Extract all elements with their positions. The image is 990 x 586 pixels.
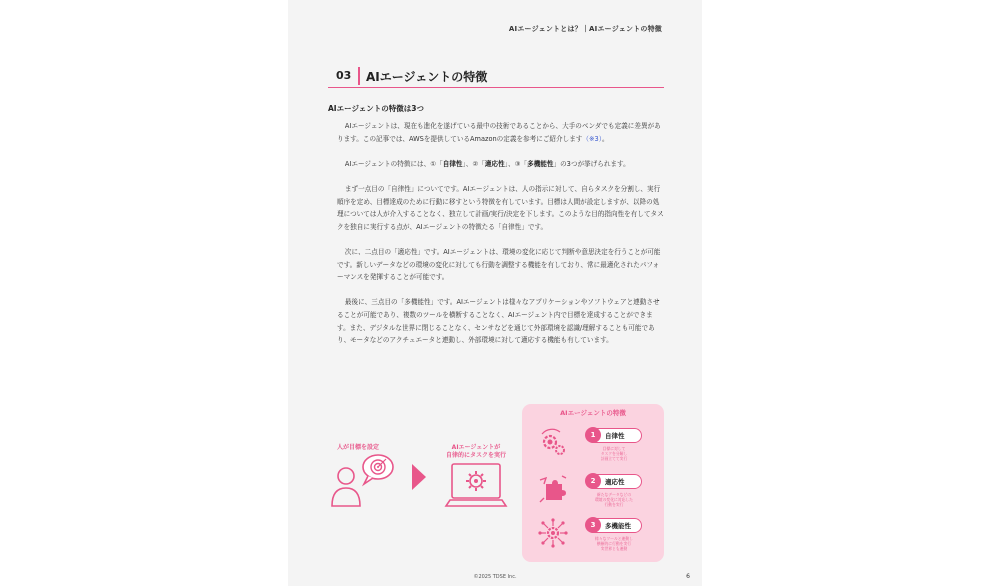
arrow-right-icon <box>412 464 426 490</box>
running-header: AIエージェントとは？｜AIエージェントの特徴 <box>508 25 662 33</box>
feature-name-1: 自律性 <box>605 432 625 440</box>
feature-number-1: 1 <box>585 427 601 443</box>
feature-multifunction: 多機能性 <box>527 159 554 168</box>
target-speech-bubble-icon <box>358 452 398 488</box>
page-number: 6 <box>686 573 690 580</box>
flow-diagram <box>328 440 528 520</box>
feature-name-2: 適応性 <box>605 478 625 486</box>
feature-pill-2 <box>586 474 642 489</box>
footer-copyright: ©2025 TDSE Inc. <box>473 574 517 580</box>
section-title: AIエージェントの特徴 <box>366 70 488 84</box>
feature-item-3 <box>522 518 664 562</box>
section-number: 03 <box>336 69 352 82</box>
puzzle-arrows-icon <box>538 474 568 504</box>
feature-number-3: 3 <box>585 517 601 533</box>
feature-pill-1 <box>586 428 642 443</box>
feature-number-2: 2 <box>585 473 601 489</box>
paragraph-1: AIエージェントは、現在も進化を遂げている最中の技術であることから、大手のベンダでも定義に差異があります。この記事では、AWSを提供しているAmazonの定義を参考にご紹介します（※3）。 <box>337 122 661 143</box>
feature-name-3: 多機能性 <box>605 522 631 530</box>
section-divider <box>358 67 360 85</box>
body-text <box>337 120 665 359</box>
reference-link[interactable]: （※3） <box>582 134 602 143</box>
section-heading <box>328 66 664 88</box>
paragraph-2: AIエージェントの特徴には、①「自律性」、②「適応性」、③「多機能性」の3つが挙げられます。 <box>344 159 630 168</box>
feature-item-2 <box>522 474 664 518</box>
feature-item-1 <box>522 428 664 472</box>
paragraph-3: まず一点目の「自律性」についてです。AIエージェントは、人の指示に対して、自らタスクを分割し、実行順序を定め、目標達成のために行動に移すという特徴を有しています。目標は人間が設定しますが、以降の処理については人が介入することなく、独立して計画/実行/決定を下します。このような目的指向性を有してタスクを独自に実行する点が、AIエージェントの特徴たる「自律性」です。 <box>337 184 664 231</box>
feature-desc-1: 目標に対して タスクを分解し 計画立てて実行 <box>600 446 628 461</box>
paragraph-4: 次に、二点目の「適応性」です。AIエージェントは、環境の変化に応じて判断や意思決定を行うことが可能です。新しいデータなどの環境の変化に対しても行動を調整する機能を有しており、常に最適化されたパフォーマンスを発揮することが可能です。 <box>337 247 661 282</box>
gears-icon <box>538 428 568 458</box>
laptop-gear-icon <box>444 462 514 512</box>
feature-autonomy: 自律性 <box>442 159 463 168</box>
feature-pill-3 <box>586 518 642 533</box>
features-panel <box>522 404 664 562</box>
paragraph-5: 最後に、三点目の「多機能性」です。AIエージェントは様々なアプリケーションやソフトウェアと連動させることが可能であり、複数のツールを横断することなく、AIエージェント内で目標を達成することができます。また、デジタルな世界に閉じることなく、センサなどを通じて外部環境を認識/理解することも可能であり、モータなどのアクチュエータと連動し、外部環境に対して適応する機能も有しています。 <box>337 298 660 345</box>
feature-desc-2: 新たなデータなどの 環境の変化に対応した 行動を実行 <box>595 492 633 507</box>
features-panel-title: AIエージェントの特徴 <box>560 409 626 417</box>
flow-right-label: AIエージェントが 自律的にタスクを実行 <box>445 444 506 459</box>
feature-desc-3: 様々なツールと連動し 横断的に行動を実行 実世界とも連動 <box>595 536 633 551</box>
network-gear-icon <box>538 518 568 548</box>
flow-left-label: 人が目標を設定 <box>336 444 379 451</box>
document-page <box>288 0 702 586</box>
feature-adaptability: 適応性 <box>484 159 505 168</box>
subheading: AIエージェントの特徴は3つ <box>328 104 425 113</box>
